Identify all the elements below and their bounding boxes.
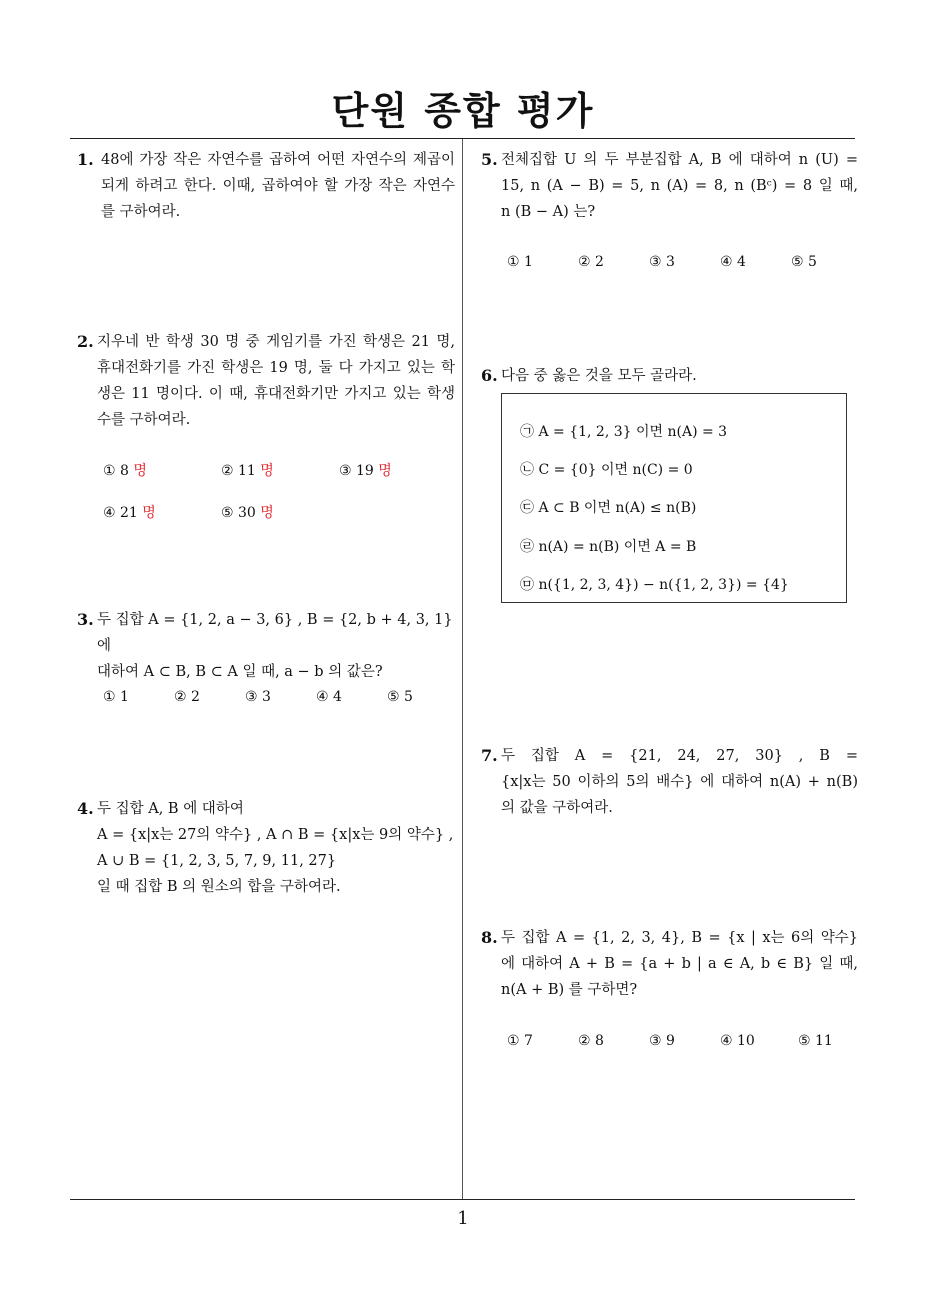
question-2 (77, 329, 455, 433)
choice[interactable]: ③ 3 (649, 254, 675, 270)
question-line: 15, n (A − B) = 5, n (A) = 8, n (Bᶜ) = 8 일 때, (501, 178, 858, 194)
choice[interactable]: ⑤ 5 (791, 254, 817, 270)
question-number: 4. (77, 799, 94, 818)
question-number: 7. (481, 746, 498, 765)
answer-choices (507, 1033, 869, 1049)
question-text: 지우네 반 학생 30 명 중 게임기를 가진 학생은 21 명, 휴대전화기를 가진 학생은 19 명, 둘 다 가지고 있는 학생은 11 명이다. 이 때, 휴대전화기만 가지고 있는 학생 수를 구하여라. (97, 334, 455, 428)
choice[interactable]: ① 1 (507, 254, 533, 270)
column-divider (462, 139, 463, 1199)
question-6 (481, 363, 858, 389)
bottom-rule (70, 1199, 855, 1200)
question-number: 6. (481, 366, 498, 385)
question-5 (481, 147, 858, 225)
answer-choices (507, 254, 862, 270)
question-3 (77, 607, 457, 685)
question-line: n(A + B) 를 구하면? (501, 982, 638, 998)
answer-choices (103, 689, 458, 705)
choice[interactable]: ② 8 (578, 1033, 604, 1049)
choice[interactable]: ⑤ 30 명 (221, 505, 274, 521)
choice[interactable]: ④ 21 명 (103, 505, 156, 521)
question-line: 두 집합 A = {1, 2, a − 3, 6} , B = {2, b + 4, 3, 1} 에 (97, 612, 453, 654)
question-line: 일 때 집합 B 의 원소의 합을 구하여라. (97, 879, 341, 895)
choice[interactable]: ① 1 (103, 689, 129, 705)
choice[interactable]: ① 8 명 (103, 463, 147, 479)
choice[interactable]: ① 7 (507, 1033, 533, 1049)
answer-choices (103, 460, 455, 522)
statement: ㉡ C = {0} 이면 n(C) = 0 (520, 462, 693, 478)
choice[interactable]: ④ 10 (720, 1033, 755, 1049)
question-7 (481, 743, 858, 821)
choice[interactable]: ② 11 명 (221, 463, 274, 479)
question-number: 2. (77, 332, 94, 351)
question-text: 48에 가장 작은 자연수를 곱하여 어떤 자연수의 제곱이 되게 하려고 한다. 이때, 곱하여야 할 가장 작은 자연수를 구하여라. (101, 152, 455, 220)
choice[interactable]: ④ 4 (316, 689, 342, 705)
statements-box (501, 393, 847, 603)
question-line: 두 집합 A, B 에 대하여 (97, 801, 244, 817)
question-4 (77, 796, 457, 900)
choice[interactable]: ③ 9 (649, 1033, 675, 1049)
choice[interactable]: ③ 3 (245, 689, 271, 705)
choice[interactable]: ② 2 (174, 689, 200, 705)
choice[interactable]: ⑤ 11 (798, 1033, 833, 1049)
question-1 (77, 147, 455, 225)
question-line: 두 집합 A = {21, 24, 27, 30} , B = (501, 748, 858, 764)
question-line: 두 집합 A = {1, 2, 3, 4}, B = {x | x는 6의 약수} (501, 930, 858, 946)
statement: ㉠ A = {1, 2, 3} 이면 n(A) = 3 (520, 424, 728, 440)
statement: ㉢ A ⊂ B 이면 n(A) ≤ n(B) (520, 500, 697, 516)
page-number: 1 (457, 1208, 469, 1229)
question-number: 5. (481, 150, 498, 169)
question-number: 3. (77, 610, 94, 629)
choice[interactable]: ③ 19 명 (339, 463, 392, 479)
choice[interactable]: ④ 4 (720, 254, 746, 270)
question-line: A ∪ B = {1, 2, 3, 5, 7, 9, 11, 27} (97, 853, 337, 869)
choice[interactable]: ⑤ 5 (387, 689, 413, 705)
question-number: 1. (77, 150, 94, 169)
question-line: {x|x는 50 이하의 5의 배수} 에 대하여 n(A) + n(B) (501, 774, 858, 790)
question-line: 에 대하여 A + B = {a + b | a ∈ A, b ∈ B} 일 때, (501, 956, 858, 972)
statement: ㉤ n({1, 2, 3, 4}) − n({1, 2, 3}) = {4} (520, 577, 789, 593)
question-8 (481, 925, 858, 1003)
choice[interactable]: ② 2 (578, 254, 604, 270)
question-line: n (B − A) 는? (501, 204, 596, 220)
page-title: 단원 종합 평가 (331, 89, 595, 133)
question-line: 대하여 A ⊂ B, B ⊂ A 일 때, a − b 의 값은? (97, 664, 383, 680)
question-text: 다음 중 옳은 것을 모두 골라라. (501, 368, 697, 384)
question-number: 8. (481, 928, 498, 947)
question-line: A = {x|x는 27의 약수} , A ∩ B = {x|x는 9의 약수} , (97, 827, 454, 843)
question-line: 의 값을 구하여라. (501, 800, 613, 816)
question-line: 전체집합 U 의 두 부분집합 A, B 에 대하여 n (U) = (501, 152, 858, 168)
statement: ㉣ n(A) = n(B) 이면 A = B (520, 539, 697, 555)
